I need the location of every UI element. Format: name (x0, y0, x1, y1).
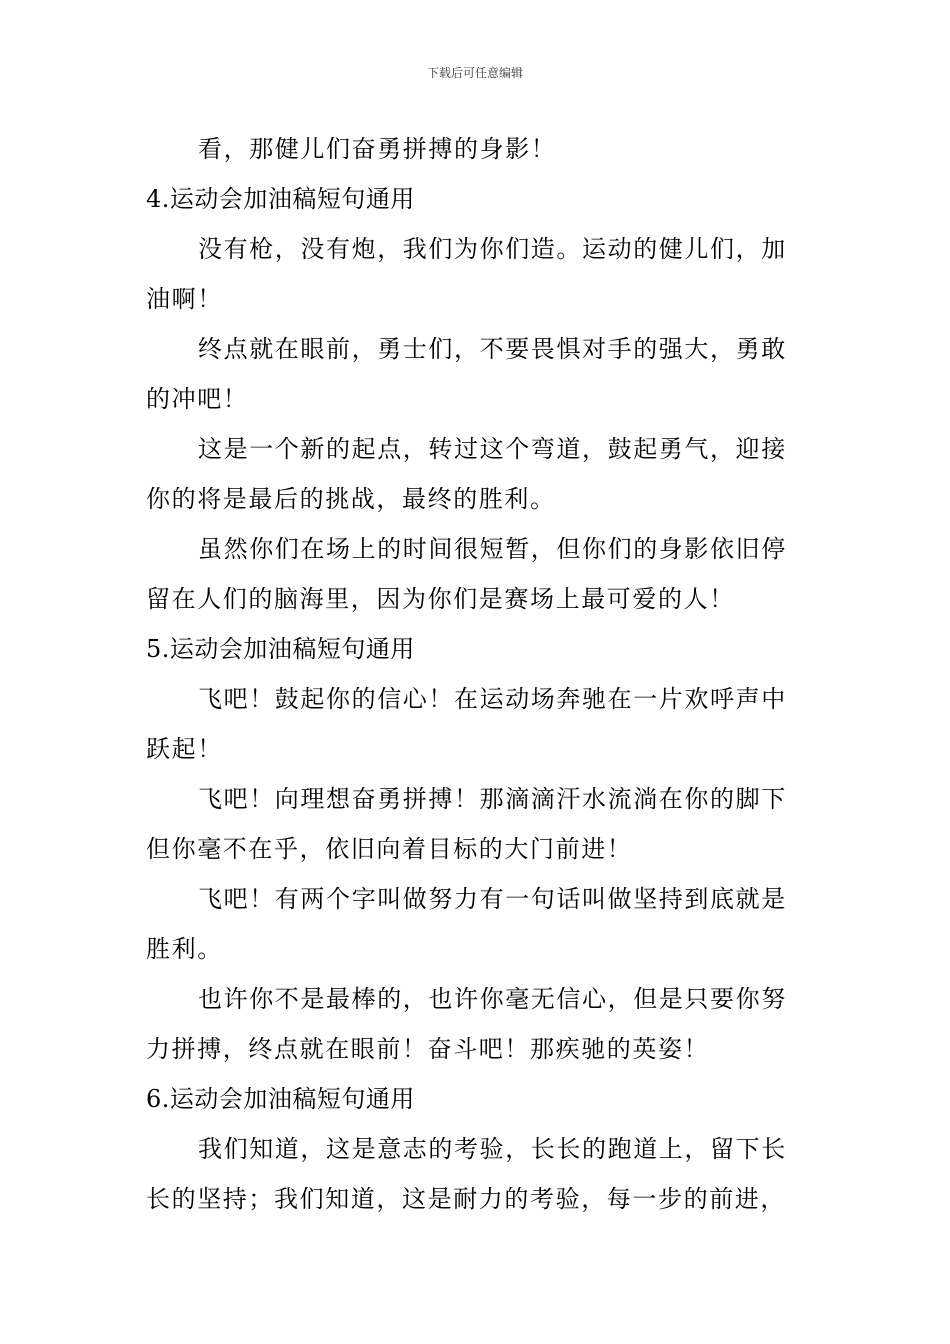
paragraph-line: 也许你不是最棒的，也许你毫无信心，但是只要你努 (198, 985, 787, 1013)
paragraph-line: 看，那健儿们奋勇拼搏的身影！ (198, 135, 557, 163)
paragraph-line: 你的将是最后的挑战，最终的胜利。 (146, 485, 556, 513)
header-note: 下载后可任意编辑 (426, 66, 523, 80)
paragraph-line: 没有枪，没有炮，我们为你们造。运动的健儿们，加 (198, 235, 787, 263)
section-heading: 4.运动会加油稿短句通用 (146, 185, 415, 213)
paragraph-line: 的冲吧！ (146, 385, 249, 413)
paragraph-line: 虽然你们在场上的时间很短暂，但你们的身影依旧停 (198, 535, 787, 563)
paragraph-line: 飞吧！向理想奋勇拼搏！那滴滴汗水流淌在你的脚下 (198, 785, 787, 813)
paragraph-line: 飞吧！有两个字叫做努力有一句话叫做坚持到底就是 (198, 885, 787, 913)
section-heading: 5.运动会加油稿短句通用 (146, 635, 415, 663)
paragraph-line: 飞吧！鼓起你的信心！在运动场奔驰在一片欢呼声中 (198, 685, 787, 713)
paragraph-line: 跃起！ (146, 735, 223, 763)
section-heading: 6.运动会加油稿短句通用 (146, 1085, 415, 1113)
paragraph-line: 我们知道，这是意志的考验，长长的跑道上，留下长 (198, 1135, 787, 1163)
paragraph-line: 长的坚持；我们知道，这是耐力的考验，每一步的前进， (146, 1185, 786, 1213)
paragraph-line: 留在人们的脑海里，因为你们是赛场上最可爱的人！ (146, 585, 735, 613)
paragraph-line: 终点就在眼前，勇士们，不要畏惧对手的强大，勇敢 (198, 335, 787, 363)
document-body (146, 124, 806, 1224)
paragraph-line: 胜利。 (146, 935, 223, 963)
paragraph-line: 力拼搏，终点就在眼前！奋斗吧！那疾驰的英姿！ (146, 1035, 710, 1063)
paragraph-line: 这是一个新的起点，转过这个弯道，鼓起勇气，迎接 (198, 435, 787, 463)
paragraph-line: 但你毫不在乎，依旧向着目标的大门前进！ (146, 835, 633, 863)
paragraph-line: 油啊！ (146, 285, 223, 313)
